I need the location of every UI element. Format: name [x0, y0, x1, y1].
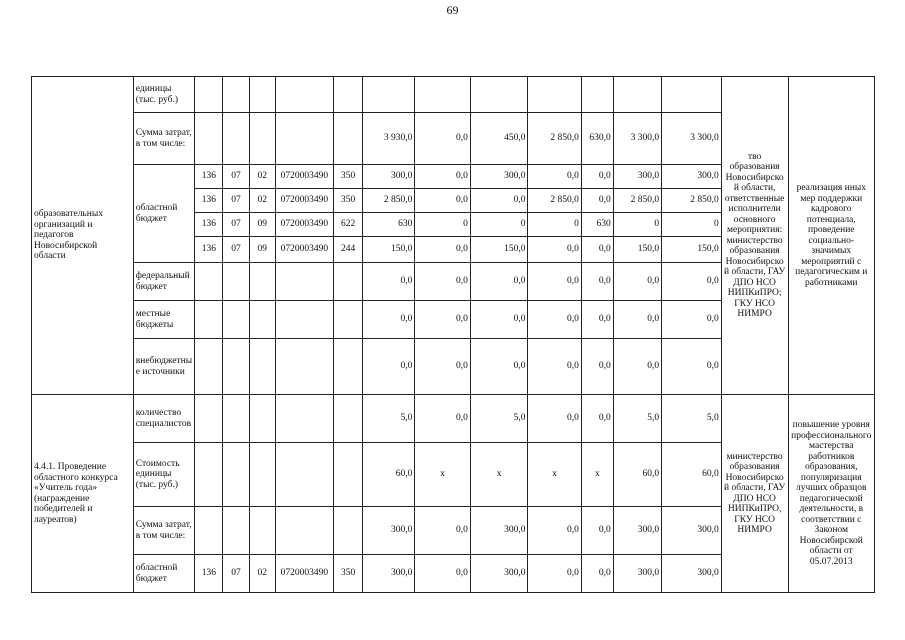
vr-cell	[334, 301, 363, 339]
y5-value-cell: 0	[613, 213, 661, 237]
csr-cell	[275, 395, 334, 443]
y2-value-cell: 300,0	[470, 165, 528, 189]
y6-value-cell: 300,0	[662, 507, 722, 555]
page-number: 69	[446, 3, 459, 17]
y4-value-cell: 0,0	[581, 555, 613, 593]
rz-cell	[223, 263, 250, 301]
rz-cell	[223, 395, 250, 443]
y4-value-cell: 630	[581, 213, 613, 237]
grbs-cell	[195, 113, 223, 165]
y3-value-cell: х	[528, 443, 581, 507]
y5-value-cell: 0,0	[613, 339, 661, 395]
y1-value-cell: 0,0	[415, 237, 471, 263]
csr-cell	[275, 339, 334, 395]
y3-value-cell: 2 850,0	[528, 189, 581, 213]
grbs-cell: 136	[195, 165, 223, 189]
pr-cell	[249, 77, 275, 113]
y2-value-cell: 0,0	[470, 263, 528, 301]
y1-value-cell: 0,0	[415, 395, 471, 443]
y6-value-cell: 150,0	[662, 237, 722, 263]
pr-cell: 02	[249, 165, 275, 189]
y3-value-cell: 0,0	[528, 555, 581, 593]
y4-value-cell: 0,0	[581, 395, 613, 443]
budget-table	[31, 76, 875, 593]
grbs-cell	[195, 301, 223, 339]
indicator-cell: внебюджетные источники	[133, 339, 195, 395]
y4-value-cell: 0,0	[581, 237, 613, 263]
pr-cell	[249, 113, 275, 165]
y4-value-cell: 0,0	[581, 301, 613, 339]
indicator-cell: местные бюджеты	[133, 301, 195, 339]
y1-value-cell: 0,0	[415, 165, 471, 189]
rz-cell: 07	[223, 555, 250, 593]
y2-value-cell	[470, 77, 528, 113]
vr-cell: 350	[334, 165, 363, 189]
total-value-cell: 0,0	[362, 339, 414, 395]
y6-value-cell: 0,0	[662, 301, 722, 339]
grbs-cell: 136	[195, 555, 223, 593]
total-value-cell: 0,0	[362, 301, 414, 339]
executor-cell: тво образования Новосибирской области, ответственные исполнители основного мероприятия: министерство образования Новосибирской области, ГАУ ДПО НСО НИПКиПРО; ГКУ НСО НИМРО	[721, 77, 788, 395]
vr-cell: 350	[334, 555, 363, 593]
y5-value-cell: 0,0	[613, 263, 661, 301]
y2-value-cell: 300,0	[470, 555, 528, 593]
grbs-cell: 136	[195, 213, 223, 237]
pr-cell: 02	[249, 555, 275, 593]
y2-value-cell: 0,0	[470, 339, 528, 395]
csr-cell	[275, 507, 334, 555]
measure-cell: образовательных организаций и педагогов Новосибирской области	[32, 77, 134, 395]
y4-value-cell: 0,0	[581, 263, 613, 301]
pr-cell	[249, 507, 275, 555]
y1-value-cell: 0,0	[415, 189, 471, 213]
y5-value-cell	[613, 77, 661, 113]
total-value-cell: 0,0	[362, 263, 414, 301]
result-cell: повышение уровня профессионального мастерства работников образования, популяризация лучших образцов педагогической деятельности, в соответствии с Законом Новосибирской области от 05.07.2013	[788, 395, 874, 593]
y6-value-cell: 2 850,0	[662, 189, 722, 213]
vr-cell: 350	[334, 189, 363, 213]
rz-cell	[223, 77, 250, 113]
rz-cell	[223, 507, 250, 555]
y3-value-cell	[528, 77, 581, 113]
grbs-cell	[195, 263, 223, 301]
y5-value-cell: 300,0	[613, 507, 661, 555]
y6-value-cell: 0,0	[662, 339, 722, 395]
pr-cell: 09	[249, 237, 275, 263]
y3-value-cell: 0,0	[528, 165, 581, 189]
y2-value-cell: 0	[470, 213, 528, 237]
grbs-cell	[195, 507, 223, 555]
indicator-cell: федеральный бюджет	[133, 263, 195, 301]
executor-cell: министерство образования Новосибирской области, ГАУ ДПО НСО НИПКиПРО, ГКУ НСО НИМРО	[721, 395, 788, 593]
total-value-cell: 2 850,0	[362, 189, 414, 213]
total-value-cell: 150,0	[362, 237, 414, 263]
y6-value-cell: 300,0	[662, 165, 722, 189]
grbs-cell	[195, 443, 223, 507]
pr-cell: 02	[249, 189, 275, 213]
y2-value-cell: 0,0	[470, 301, 528, 339]
y4-value-cell: 0,0	[581, 339, 613, 395]
pr-cell	[249, 443, 275, 507]
total-value-cell: 300,0	[362, 507, 414, 555]
y6-value-cell: 60,0	[662, 443, 722, 507]
y1-value-cell: 0	[415, 213, 471, 237]
indicator-cell: Сумма затрат, в том числе:	[133, 507, 195, 555]
pr-cell	[249, 395, 275, 443]
csr-cell	[275, 113, 334, 165]
rz-cell: 07	[223, 189, 250, 213]
y2-value-cell: 450,0	[470, 113, 528, 165]
csr-cell: 0720003490	[275, 165, 334, 189]
y2-value-cell: 300,0	[470, 507, 528, 555]
y1-value-cell: 0,0	[415, 555, 471, 593]
y3-value-cell: 0	[528, 213, 581, 237]
indicator-cell: единицы (тыс. руб.)	[133, 77, 195, 113]
y1-value-cell: 0,0	[415, 263, 471, 301]
rz-cell	[223, 301, 250, 339]
total-value-cell	[362, 77, 414, 113]
y5-value-cell: 3 300,0	[613, 113, 661, 165]
csr-cell	[275, 263, 334, 301]
csr-cell	[275, 301, 334, 339]
y3-value-cell: 0,0	[528, 507, 581, 555]
y4-value-cell: 630,0	[581, 113, 613, 165]
total-value-cell: 300,0	[362, 165, 414, 189]
table-row	[32, 77, 875, 113]
y3-value-cell: 0,0	[528, 263, 581, 301]
vr-cell	[334, 395, 363, 443]
y6-value-cell	[662, 77, 722, 113]
total-value-cell: 630	[362, 213, 414, 237]
pr-cell: 09	[249, 213, 275, 237]
vr-cell	[334, 507, 363, 555]
total-value-cell: 3 930,0	[362, 113, 414, 165]
csr-cell: 0720003490	[275, 213, 334, 237]
total-value-cell: 5,0	[362, 395, 414, 443]
y1-value-cell: х	[415, 443, 471, 507]
grbs-cell: 136	[195, 189, 223, 213]
y6-value-cell: 300,0	[662, 555, 722, 593]
rz-cell: 07	[223, 213, 250, 237]
y3-value-cell: 0,0	[528, 237, 581, 263]
indicator-cell: областной бюджет	[133, 555, 195, 593]
indicator-cell: Сумма затрат, в том числе:	[133, 113, 195, 165]
y5-value-cell: 5,0	[613, 395, 661, 443]
y6-value-cell: 3 300,0	[662, 113, 722, 165]
total-value-cell: 60,0	[362, 443, 414, 507]
y3-value-cell: 2 850,0	[528, 113, 581, 165]
grbs-cell: 136	[195, 237, 223, 263]
y6-value-cell: 0	[662, 213, 722, 237]
y2-value-cell: 5,0	[470, 395, 528, 443]
y1-value-cell: 0,0	[415, 507, 471, 555]
y5-value-cell: 150,0	[613, 237, 661, 263]
y2-value-cell: 0,0	[470, 189, 528, 213]
y6-value-cell: 0,0	[662, 263, 722, 301]
vr-cell	[334, 113, 363, 165]
csr-cell	[275, 77, 334, 113]
vr-cell	[334, 263, 363, 301]
csr-cell: 0720003490	[275, 555, 334, 593]
y1-value-cell: 0,0	[415, 339, 471, 395]
y5-value-cell: 300,0	[613, 165, 661, 189]
y6-value-cell: 5,0	[662, 395, 722, 443]
y5-value-cell: 0,0	[613, 301, 661, 339]
pr-cell	[249, 301, 275, 339]
measure-cell: 4.4.1. Проведение областного конкурса «Учитель года» (награждение победителей и лауреатов)	[32, 395, 134, 593]
y1-value-cell	[415, 77, 471, 113]
indicator-cell: количество специалистов	[133, 395, 195, 443]
y3-value-cell: 0,0	[528, 395, 581, 443]
y3-value-cell: 0,0	[528, 339, 581, 395]
vr-cell: 244	[334, 237, 363, 263]
y1-value-cell: 0,0	[415, 301, 471, 339]
grbs-cell	[195, 395, 223, 443]
y4-value-cell: 0,0	[581, 507, 613, 555]
table-row	[32, 395, 875, 443]
y5-value-cell: 2 850,0	[613, 189, 661, 213]
vr-cell	[334, 443, 363, 507]
csr-cell	[275, 443, 334, 507]
y2-value-cell: х	[470, 443, 528, 507]
rz-cell: 07	[223, 237, 250, 263]
result-cell: реализация иных мер поддержки кадрового потенциала, проведение социально-значимых мероприятий с педагогическим и работниками	[788, 77, 874, 395]
indicator-cell: областной бюджет	[133, 165, 195, 263]
y1-value-cell: 0,0	[415, 113, 471, 165]
y4-value-cell: 0,0	[581, 165, 613, 189]
indicator-cell: Стоимость единицы (тыс. руб.)	[133, 443, 195, 507]
y4-value-cell	[581, 77, 613, 113]
csr-cell: 0720003490	[275, 189, 334, 213]
y2-value-cell: 150,0	[470, 237, 528, 263]
y5-value-cell: 60,0	[613, 443, 661, 507]
y4-value-cell: 0,0	[581, 189, 613, 213]
rz-cell: 07	[223, 165, 250, 189]
y5-value-cell: 300,0	[613, 555, 661, 593]
csr-cell: 0720003490	[275, 237, 334, 263]
total-value-cell: 300,0	[362, 555, 414, 593]
grbs-cell	[195, 339, 223, 395]
y3-value-cell: 0,0	[528, 301, 581, 339]
vr-cell: 622	[334, 213, 363, 237]
rz-cell	[223, 339, 250, 395]
grbs-cell	[195, 77, 223, 113]
vr-cell	[334, 339, 363, 395]
pr-cell	[249, 263, 275, 301]
pr-cell	[249, 339, 275, 395]
rz-cell	[223, 113, 250, 165]
rz-cell	[223, 443, 250, 507]
vr-cell	[334, 77, 363, 113]
y4-value-cell: х	[581, 443, 613, 507]
